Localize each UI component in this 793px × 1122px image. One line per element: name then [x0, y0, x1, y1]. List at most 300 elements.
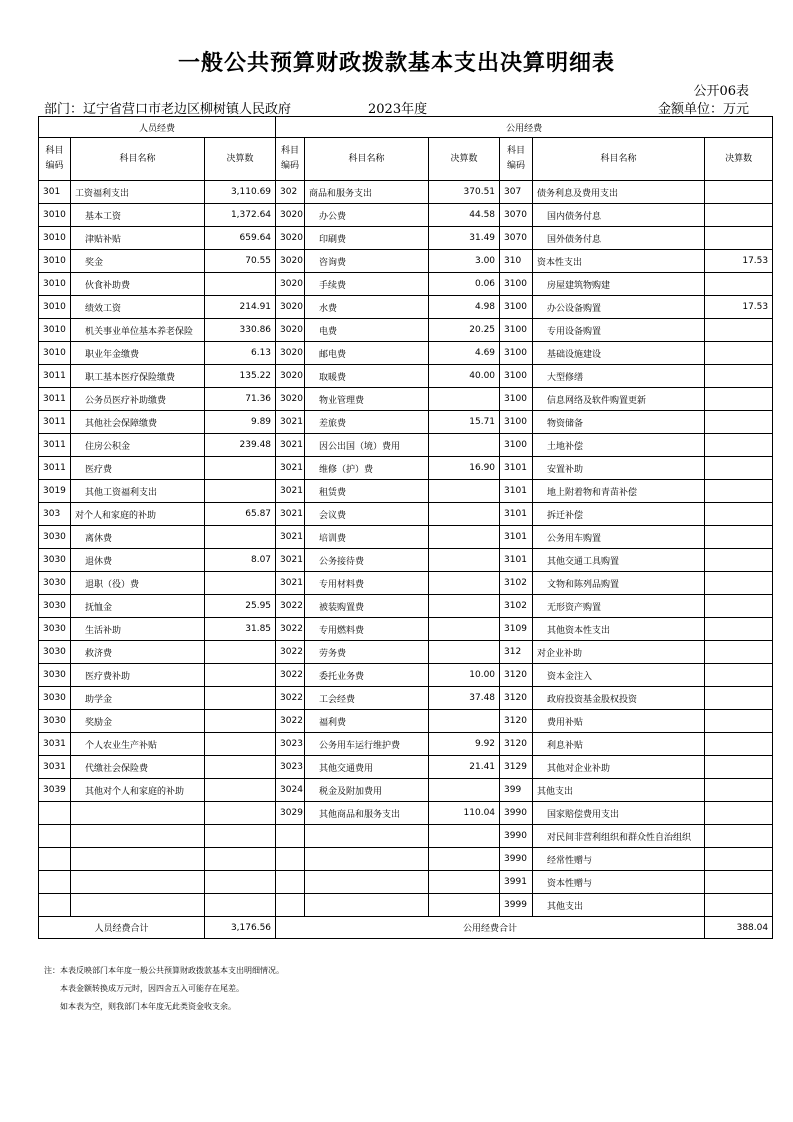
amount — [705, 848, 773, 871]
subject-code: 3011 — [39, 365, 71, 388]
subject-code: 3022 — [276, 664, 305, 687]
amount: 1,372.64 — [205, 204, 276, 227]
subject-name: 因公出国（境）费用 — [305, 434, 429, 457]
amount — [205, 273, 276, 296]
amount — [429, 848, 500, 871]
subject-name — [71, 848, 205, 871]
subject-name: 职工基本医疗保险缴费 — [71, 365, 205, 388]
subject-name: 培训费 — [305, 526, 429, 549]
amount — [205, 848, 276, 871]
amount — [705, 319, 773, 342]
subject-name: 公务接待费 — [305, 549, 429, 572]
amount — [429, 434, 500, 457]
subject-name: 其他商品和服务支出 — [305, 802, 429, 825]
subject-code: 3020 — [276, 296, 305, 319]
amount — [429, 618, 500, 641]
subject-name: 房屋建筑物购建 — [533, 273, 705, 296]
subject-name: 医疗费补助 — [71, 664, 205, 687]
table-row — [39, 641, 773, 664]
amount: 21.41 — [429, 756, 500, 779]
amount — [429, 572, 500, 595]
amount — [205, 457, 276, 480]
subject-name: 对民间非营利组织和群众性自治组织 — [533, 825, 705, 848]
subject-code: 3020 — [276, 273, 305, 296]
subject-code — [276, 871, 305, 894]
amount: 70.55 — [205, 250, 276, 273]
amount — [705, 664, 773, 687]
subject-name: 奖励金 — [71, 710, 205, 733]
subject-name: 被装购置费 — [305, 595, 429, 618]
subject-name: 助学金 — [71, 687, 205, 710]
amount: 20.25 — [429, 319, 500, 342]
subject-code: 3031 — [39, 733, 71, 756]
subject-name: 政府投资基金股权投资 — [533, 687, 705, 710]
subject-name: 工会经费 — [305, 687, 429, 710]
subject-code: 3023 — [276, 756, 305, 779]
subject-code: 3101 — [500, 526, 533, 549]
amount — [705, 825, 773, 848]
public-total-value: 388.04 — [705, 917, 773, 939]
amount — [205, 779, 276, 802]
amount — [705, 802, 773, 825]
amount — [429, 641, 500, 664]
amount — [705, 572, 773, 595]
amount — [429, 710, 500, 733]
subject-code: 3100 — [500, 411, 533, 434]
subject-code — [39, 848, 71, 871]
amount — [705, 273, 773, 296]
table-row — [39, 204, 773, 227]
amount: 40.00 — [429, 365, 500, 388]
header-code: 科目 编码 — [39, 138, 71, 181]
department-label: 部门：辽宁省营口市老边区柳树镇人民政府 — [44, 102, 292, 117]
subject-name: 租赁费 — [305, 480, 429, 503]
subject-code: 3010 — [39, 273, 71, 296]
amount — [205, 664, 276, 687]
subject-name: 办公设备购置 — [533, 296, 705, 319]
subject-name: 救济费 — [71, 641, 205, 664]
subject-code: 3022 — [276, 687, 305, 710]
subject-name: 对个人和家庭的补助 — [71, 503, 205, 526]
amount — [429, 503, 500, 526]
subject-code: 3030 — [39, 687, 71, 710]
subject-name: 物业管理费 — [305, 388, 429, 411]
table-row — [39, 848, 773, 871]
header-name: 科目名称 — [71, 138, 205, 181]
subject-name: 其他交通工具购置 — [533, 549, 705, 572]
amount — [705, 595, 773, 618]
table-row — [39, 365, 773, 388]
header-amount: 决算数 — [205, 138, 276, 181]
subject-name: 电费 — [305, 319, 429, 342]
amount — [429, 825, 500, 848]
subject-code: 3020 — [276, 388, 305, 411]
subject-name: 委托业务费 — [305, 664, 429, 687]
amount — [705, 871, 773, 894]
amount — [705, 733, 773, 756]
subject-name: 利息补贴 — [533, 733, 705, 756]
subject-code: 3100 — [500, 388, 533, 411]
table-row — [39, 572, 773, 595]
subject-code — [276, 848, 305, 871]
subject-code: 3031 — [39, 756, 71, 779]
header-amount: 决算数 — [705, 138, 773, 181]
amount: 16.90 — [429, 457, 500, 480]
amount — [705, 342, 773, 365]
subject-code: 3022 — [276, 618, 305, 641]
table-row — [39, 825, 773, 848]
amount: 6.13 — [205, 342, 276, 365]
amount — [705, 503, 773, 526]
amount: 239.48 — [205, 434, 276, 457]
table-row — [39, 618, 773, 641]
table-row — [39, 871, 773, 894]
subject-code: 3030 — [39, 549, 71, 572]
amount: 0.06 — [429, 273, 500, 296]
subject-name: 基础设施建设 — [533, 342, 705, 365]
subject-name: 机关事业单位基本养老保险 — [71, 319, 205, 342]
subject-name: 生活补助 — [71, 618, 205, 641]
subject-name: 其他社会保障缴费 — [71, 411, 205, 434]
subject-name: 其他工资福利支出 — [71, 480, 205, 503]
table-row — [39, 434, 773, 457]
subject-code: 3030 — [39, 526, 71, 549]
table-row — [39, 480, 773, 503]
subject-code: 310 — [500, 250, 533, 273]
subject-code: 3011 — [39, 388, 71, 411]
table-row — [39, 710, 773, 733]
subject-name: 国家赔偿费用支出 — [533, 802, 705, 825]
subject-code: 3010 — [39, 250, 71, 273]
header-row-columns — [39, 138, 773, 181]
subject-name: 退职（役）费 — [71, 572, 205, 595]
subject-code: 3109 — [500, 618, 533, 641]
subject-code: 3020 — [276, 250, 305, 273]
subject-code: 3023 — [276, 733, 305, 756]
subject-code: 3120 — [500, 687, 533, 710]
amount — [205, 756, 276, 779]
header-code: 科目 编码 — [276, 138, 305, 181]
amount — [205, 572, 276, 595]
amount — [705, 526, 773, 549]
subject-code: 3990 — [500, 825, 533, 848]
subject-code: 3990 — [500, 802, 533, 825]
subject-code: 3102 — [500, 572, 533, 595]
subject-name — [71, 871, 205, 894]
subject-name: 资本金注入 — [533, 664, 705, 687]
subject-code: 3020 — [276, 319, 305, 342]
subject-code: 3021 — [276, 457, 305, 480]
subject-name: 基本工资 — [71, 204, 205, 227]
table-row — [39, 503, 773, 526]
subject-name — [305, 871, 429, 894]
amount — [429, 388, 500, 411]
subject-name: 国外债务付息 — [533, 227, 705, 250]
subject-name — [305, 894, 429, 917]
subject-name: 抚恤金 — [71, 595, 205, 618]
subject-code: 3010 — [39, 204, 71, 227]
amount: 31.85 — [205, 618, 276, 641]
subject-name: 水费 — [305, 296, 429, 319]
subject-name: 公务用车购置 — [533, 526, 705, 549]
subject-name: 津贴补贴 — [71, 227, 205, 250]
subject-code — [39, 894, 71, 917]
footnote: 如本表为空，则我部门本年度无此类资金收支余。 — [60, 1002, 236, 1011]
subject-name: 其他支出 — [533, 779, 705, 802]
amount — [705, 434, 773, 457]
subject-name — [71, 825, 205, 848]
table-row — [39, 411, 773, 434]
amount — [429, 595, 500, 618]
subject-code: 3101 — [500, 503, 533, 526]
subject-code — [276, 894, 305, 917]
table-row — [39, 296, 773, 319]
subject-name: 物资储备 — [533, 411, 705, 434]
footnote: 本表金额转换成万元时，因四舍五入可能存在尾差。 — [60, 984, 244, 993]
subject-name: 资本性支出 — [533, 250, 705, 273]
subject-name: 国内债务付息 — [533, 204, 705, 227]
subject-code: 3030 — [39, 664, 71, 687]
amount — [705, 204, 773, 227]
subject-name: 其他支出 — [533, 894, 705, 917]
subject-code: 3021 — [276, 434, 305, 457]
amount — [705, 756, 773, 779]
amount: 9.92 — [429, 733, 500, 756]
subject-code: 3100 — [500, 273, 533, 296]
header-name: 科目名称 — [305, 138, 429, 181]
subject-name: 奖金 — [71, 250, 205, 273]
footnote: 注：本表反映部门本年度一般公共预算财政拨款基本支出明细情况。 — [44, 966, 284, 975]
subject-code: 3070 — [500, 227, 533, 250]
subject-name: 会议费 — [305, 503, 429, 526]
subject-name: 其他对企业补助 — [533, 756, 705, 779]
subject-name: 公务员医疗补助缴费 — [71, 388, 205, 411]
subject-name: 邮电费 — [305, 342, 429, 365]
subject-name: 离休费 — [71, 526, 205, 549]
table-row — [39, 181, 773, 204]
subject-code: 3022 — [276, 710, 305, 733]
subject-code: 3039 — [39, 779, 71, 802]
amount — [705, 641, 773, 664]
amount: 214.91 — [205, 296, 276, 319]
subject-code: 3030 — [39, 641, 71, 664]
subject-name — [71, 802, 205, 825]
amount: 370.51 — [429, 181, 500, 204]
subject-name: 拆迁补偿 — [533, 503, 705, 526]
table-row — [39, 273, 773, 296]
amount — [705, 779, 773, 802]
table-row — [39, 595, 773, 618]
subject-code: 3011 — [39, 457, 71, 480]
unit-label: 金额单位：万元 — [657, 102, 749, 117]
subject-name: 税金及附加费用 — [305, 779, 429, 802]
header-code: 科目 编码 — [500, 138, 533, 181]
subject-code: 3100 — [500, 342, 533, 365]
table-row — [39, 756, 773, 779]
table-row — [39, 319, 773, 342]
subject-name: 资本性赠与 — [533, 871, 705, 894]
subject-name: 取暖费 — [305, 365, 429, 388]
personnel-total-label: 人员经费合计 — [39, 917, 205, 939]
amount: 31.49 — [429, 227, 500, 250]
subject-code: 399 — [500, 779, 533, 802]
amount — [705, 457, 773, 480]
subject-name: 职业年金缴费 — [71, 342, 205, 365]
table-row — [39, 388, 773, 411]
amount: 8.07 — [205, 549, 276, 572]
subject-name: 无形资产购置 — [533, 595, 705, 618]
header-row-groups — [39, 117, 773, 138]
amount — [705, 227, 773, 250]
subject-code: 3010 — [39, 296, 71, 319]
subject-name: 伙食补助费 — [71, 273, 205, 296]
subject-name: 代缴社会保险费 — [71, 756, 205, 779]
amount: 4.69 — [429, 342, 500, 365]
subject-name: 专用材料费 — [305, 572, 429, 595]
header-public: 公用经费 — [276, 117, 773, 138]
subject-name: 信息网络及软件购置更新 — [533, 388, 705, 411]
subject-name: 其他对个人和家庭的补助 — [71, 779, 205, 802]
subject-name: 维修（护）费 — [305, 457, 429, 480]
header-amount: 决算数 — [429, 138, 500, 181]
subject-code: 3120 — [500, 733, 533, 756]
table-row — [39, 250, 773, 273]
amount: 37.48 — [429, 687, 500, 710]
table-row — [39, 687, 773, 710]
amount — [205, 687, 276, 710]
subject-name: 地上附着物和青苗补偿 — [533, 480, 705, 503]
subject-name: 工资福利支出 — [71, 181, 205, 204]
subject-code: 3021 — [276, 572, 305, 595]
subject-code: 302 — [276, 181, 305, 204]
subject-name: 手续费 — [305, 273, 429, 296]
header-name: 科目名称 — [533, 138, 705, 181]
amount — [205, 641, 276, 664]
subject-code: 3020 — [276, 365, 305, 388]
subject-name — [71, 894, 205, 917]
subject-code: 3101 — [500, 549, 533, 572]
subject-code: 3011 — [39, 411, 71, 434]
subject-code: 3991 — [500, 871, 533, 894]
year-label: 2023年度 — [368, 102, 428, 117]
subject-name: 文物和陈列品购置 — [533, 572, 705, 595]
subject-name: 绩效工资 — [71, 296, 205, 319]
amount: 10.00 — [429, 664, 500, 687]
amount — [429, 779, 500, 802]
amount — [705, 365, 773, 388]
amount: 9.89 — [205, 411, 276, 434]
table-row — [39, 733, 773, 756]
subject-name: 专用设备购置 — [533, 319, 705, 342]
amount: 659.64 — [205, 227, 276, 250]
subject-code: 3999 — [500, 894, 533, 917]
subject-code: 3030 — [39, 572, 71, 595]
subject-name: 大型修缮 — [533, 365, 705, 388]
subject-code: 3021 — [276, 503, 305, 526]
subject-code — [39, 871, 71, 894]
table-row — [39, 894, 773, 917]
subject-code — [39, 825, 71, 848]
subject-code: 3101 — [500, 480, 533, 503]
subject-code: 3020 — [276, 204, 305, 227]
amount — [429, 871, 500, 894]
header-personnel: 人员经费 — [39, 117, 276, 138]
subject-name: 债务利息及费用支出 — [533, 181, 705, 204]
public-total-label: 公用经费合计 — [276, 917, 705, 939]
amount: 135.22 — [205, 365, 276, 388]
amount — [205, 526, 276, 549]
subject-code: 3022 — [276, 595, 305, 618]
subject-code: 3102 — [500, 595, 533, 618]
subject-name: 费用补贴 — [533, 710, 705, 733]
subject-code — [276, 825, 305, 848]
subject-name — [305, 848, 429, 871]
subject-name: 退休费 — [71, 549, 205, 572]
subject-name: 个人农业生产补贴 — [71, 733, 205, 756]
subject-code: 3120 — [500, 664, 533, 687]
subject-code: 3129 — [500, 756, 533, 779]
subject-name: 印刷费 — [305, 227, 429, 250]
subject-name: 土地补偿 — [533, 434, 705, 457]
amount — [705, 710, 773, 733]
amount — [705, 480, 773, 503]
amount: 17.53 — [705, 296, 773, 319]
subject-name: 劳务费 — [305, 641, 429, 664]
subject-name: 住房公积金 — [71, 434, 205, 457]
amount — [429, 480, 500, 503]
subject-code: 3010 — [39, 319, 71, 342]
table-row — [39, 457, 773, 480]
amount — [205, 710, 276, 733]
subject-name: 专用燃料费 — [305, 618, 429, 641]
subject-code: 3100 — [500, 296, 533, 319]
subject-code: 312 — [500, 641, 533, 664]
subject-name: 咨询费 — [305, 250, 429, 273]
subject-code: 307 — [500, 181, 533, 204]
subject-name: 办公费 — [305, 204, 429, 227]
expenditure-table — [38, 116, 773, 939]
subject-name: 商品和服务支出 — [305, 181, 429, 204]
amount: 17.53 — [705, 250, 773, 273]
subject-code: 301 — [39, 181, 71, 204]
subject-code: 3030 — [39, 595, 71, 618]
amount: 25.95 — [205, 595, 276, 618]
amount — [705, 388, 773, 411]
amount — [205, 871, 276, 894]
subject-code: 3100 — [500, 434, 533, 457]
subject-code: 3100 — [500, 365, 533, 388]
subject-name: 安置补助 — [533, 457, 705, 480]
table-row — [39, 549, 773, 572]
subject-code: 3021 — [276, 411, 305, 434]
subject-name: 经常性赠与 — [533, 848, 705, 871]
subject-code: 303 — [39, 503, 71, 526]
subject-code — [39, 802, 71, 825]
amount — [205, 825, 276, 848]
amount — [705, 618, 773, 641]
amount: 71.36 — [205, 388, 276, 411]
subject-code: 3070 — [500, 204, 533, 227]
subject-code: 3010 — [39, 227, 71, 250]
amount — [205, 802, 276, 825]
subject-name: 对企业补助 — [533, 641, 705, 664]
subject-code: 3010 — [39, 342, 71, 365]
total-row — [39, 917, 773, 939]
subject-code: 3021 — [276, 480, 305, 503]
amount: 3.00 — [429, 250, 500, 273]
subject-name: 其他交通费用 — [305, 756, 429, 779]
amount — [705, 181, 773, 204]
